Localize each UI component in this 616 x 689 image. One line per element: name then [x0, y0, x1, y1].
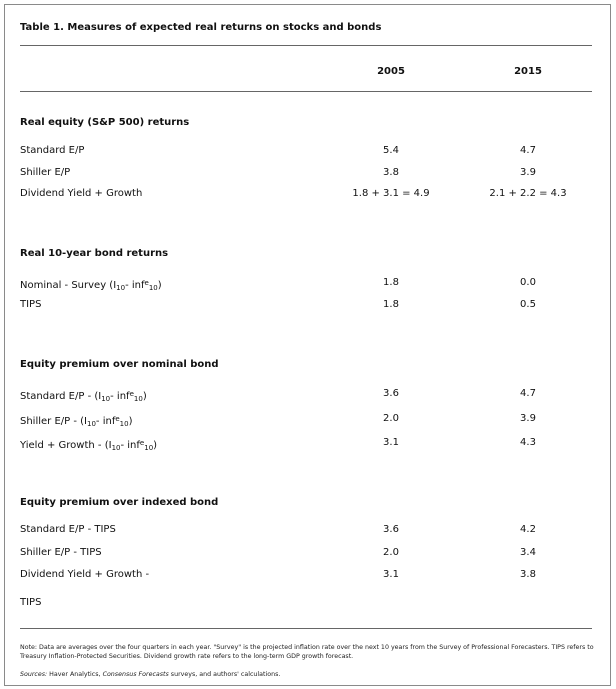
- divider-bottom: [20, 628, 592, 629]
- section-heading: Real equity (S&P 500) returns: [20, 117, 190, 128]
- value-2015: 4.7: [520, 145, 536, 156]
- value-2015: 4.3: [520, 437, 536, 448]
- row-label: Yield + Growth - ($I_{10}-$ inf$^e_{10}$): [20, 439, 158, 452]
- row-label: Nominal - Survey ($I_{10}-$ inf$^e_{10}$): [20, 279, 162, 292]
- value-2005: 1.8 + 3.1 = 4.9: [352, 188, 430, 199]
- value-2005: 3.1: [383, 569, 399, 580]
- row-label: Standard E/P: [20, 145, 85, 156]
- table-sources: Sources: Haver Analytics, Consensus Forecasts surveys, and authors' calculations.: [20, 671, 281, 678]
- row-label: Dividend Yield + Growth: [20, 188, 143, 199]
- value-2015: 3.9: [520, 413, 536, 424]
- value-2005: 1.8: [383, 277, 399, 288]
- table-frame: [4, 4, 611, 686]
- table-title: Table 1. Measures of expected real returns on stocks and bonds: [20, 22, 382, 33]
- value-2015: 3.8: [520, 569, 536, 580]
- value-2005: 5.4: [383, 145, 399, 156]
- row-label: Shiller $E/P - (I_{10}-$ inf$^e_{10}$): [20, 415, 133, 428]
- value-2015: 0.0: [520, 277, 536, 288]
- divider-header: [20, 91, 592, 92]
- divider-top: [20, 45, 592, 46]
- table-note: Note: Data are averages over the four quarters in each year. "Survey" is the projected inflation rate over the next 10 years from the Survey of Professional Forecasters. TIPS refers to Treasury Inflation-Protected Securities. Dividend growth rate refers to the long-term GDP growth forecast.: [20, 644, 594, 660]
- value-2005: 2.0: [383, 413, 399, 424]
- row-label: Shiller E/P: [20, 167, 71, 178]
- column-header-2015: 2015: [514, 66, 542, 77]
- row-label: Dividend Yield + Growth -: [20, 569, 150, 580]
- row-label: Standard $E/P - (I_{10}-$ inf$^e_{10}$): [20, 390, 147, 403]
- value-2005: 2.0: [383, 547, 399, 558]
- column-header-2005: 2005: [377, 66, 405, 77]
- value-2015: 4.2: [520, 524, 536, 535]
- section-heading: Equity premium over indexed bond: [20, 497, 219, 508]
- value-2015: 4.7: [520, 388, 536, 399]
- row-label: TIPS: [20, 597, 42, 608]
- section-heading: Real 10-year bond returns: [20, 248, 169, 259]
- value-2005: 3.1: [383, 437, 399, 448]
- section-heading: Equity premium over nominal bond: [20, 359, 219, 370]
- row-label: Standard E/P - TIPS: [20, 524, 116, 535]
- value-2005: 3.6: [383, 524, 399, 535]
- value-2005: 3.8: [383, 167, 399, 178]
- value-2005: 3.6: [383, 388, 399, 399]
- row-label: TIPS: [20, 299, 42, 310]
- value-2015: 2.1 + 2.2 = 4.3: [489, 188, 567, 199]
- value-2015: 3.4: [520, 547, 536, 558]
- row-label: Shiller E/P - TIPS: [20, 547, 102, 558]
- value-2005: 1.8: [383, 299, 399, 310]
- value-2015: 3.9: [520, 167, 536, 178]
- value-2015: 0.5: [520, 299, 536, 310]
